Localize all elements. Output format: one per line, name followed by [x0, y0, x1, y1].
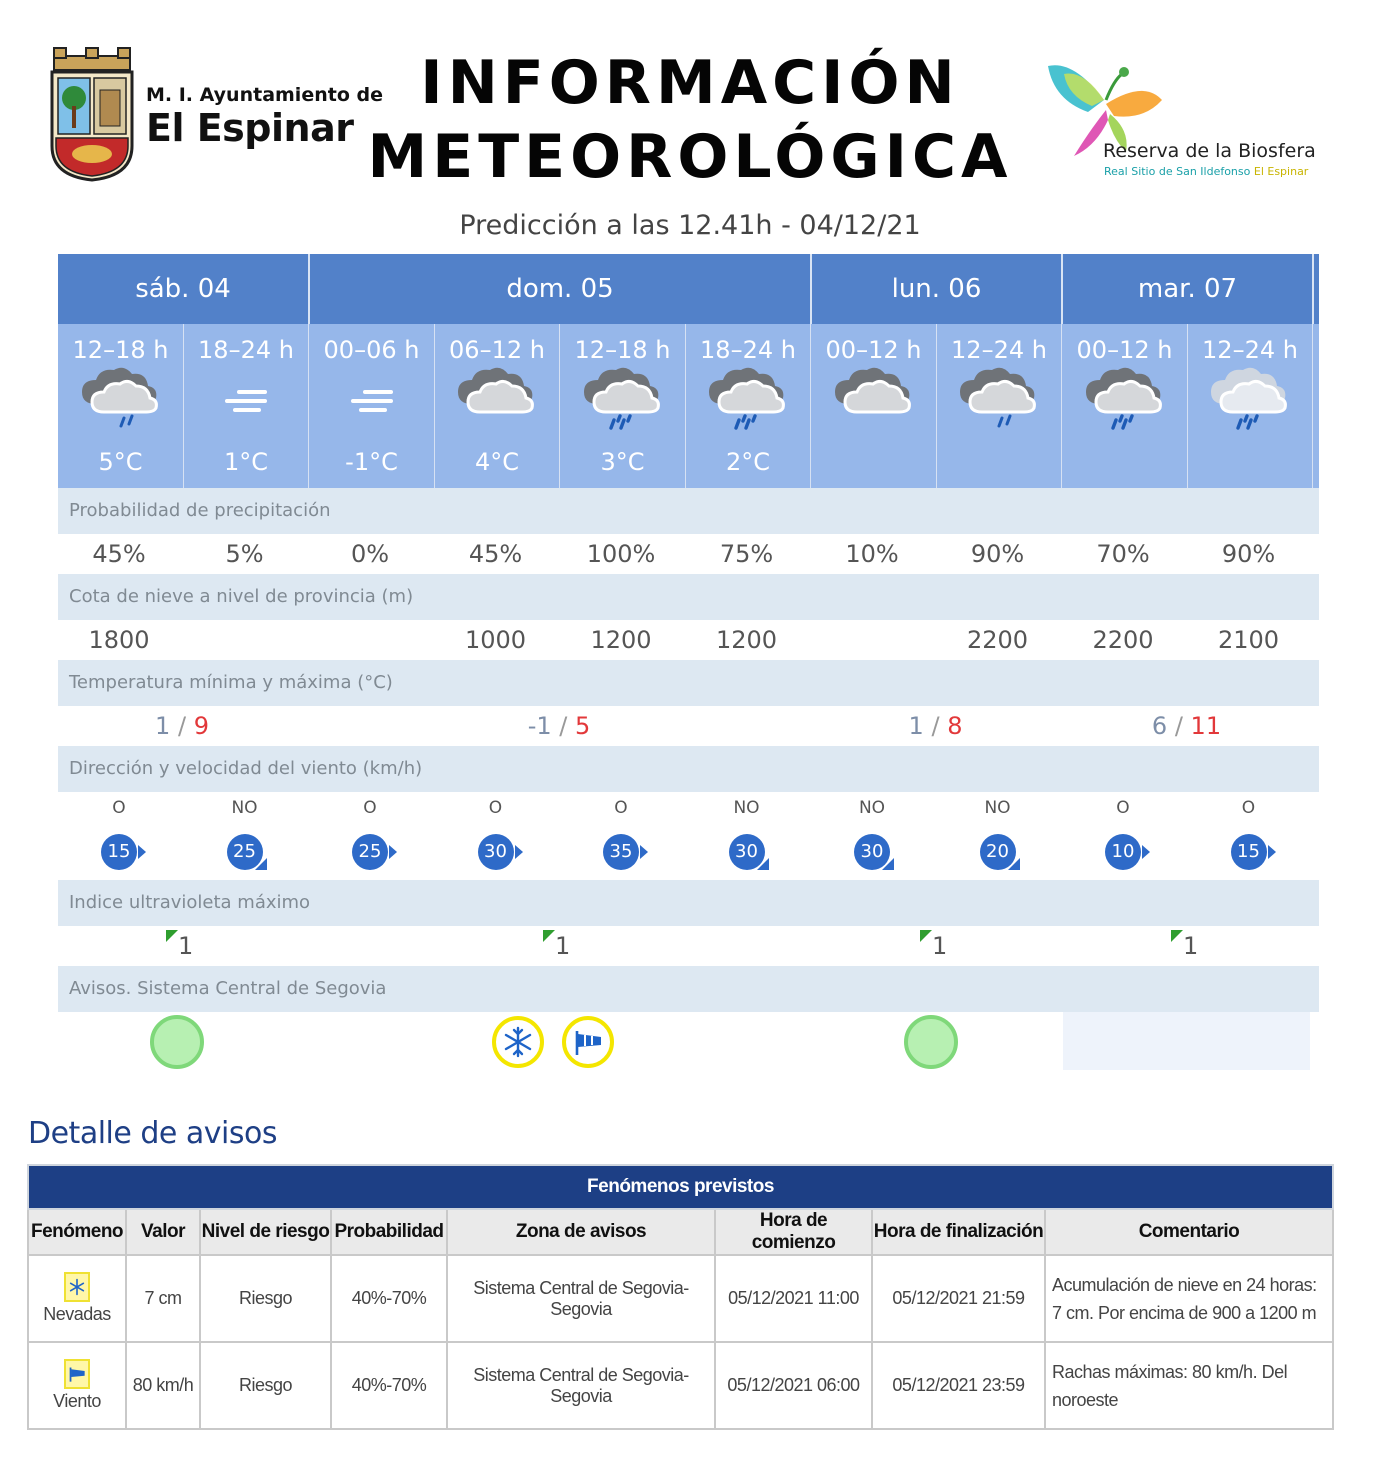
end-cell: 05/12/2021 23:59: [872, 1342, 1045, 1429]
cloud-icon: [829, 366, 919, 436]
col-header-risk: Nivel de riesgo: [200, 1209, 331, 1255]
wind-speed: 30: [854, 834, 890, 870]
biosphere-subtitle-b: El Espinar: [1253, 165, 1309, 178]
period-temperature: 5°C: [98, 448, 143, 476]
wind-arrow-nw-icon: [882, 858, 894, 870]
wind-cell: [309, 792, 431, 878]
period-cell: [937, 324, 1062, 488]
wind-cell: [1062, 792, 1184, 878]
risk-cell: Riesgo: [200, 1342, 331, 1429]
period-temperature: -1°C: [345, 448, 398, 476]
snow-row-header: [58, 574, 1319, 620]
snow-level-cell: 1200: [560, 620, 682, 660]
wind-direction: NO: [984, 798, 1011, 818]
fog-icon: [327, 366, 417, 436]
period-label: 12–24 h: [951, 336, 1047, 364]
biosphere-subtitle-a: Real Sitio de San Ildefonso: [1104, 165, 1251, 178]
zone-cell: Sistema Central de Segovia-Segovia: [447, 1255, 715, 1342]
wind-speed: 25: [352, 834, 388, 870]
uv-level-flag-icon: [1171, 930, 1183, 942]
uv-index-cell: [812, 926, 1059, 966]
wind-speed: 10: [1105, 834, 1141, 870]
phenomenon-cell: [28, 1342, 126, 1429]
col-header-end: Hora de finalización: [872, 1209, 1045, 1255]
wind-speed: 20: [980, 834, 1016, 870]
period-label: 00–06 h: [323, 336, 420, 364]
minmax-temp-cell: [1063, 706, 1310, 746]
wind-cell: [435, 792, 556, 878]
prediction-timestamp: Predicción a las 12.41h - 04/12/21: [459, 210, 921, 241]
wind-direction: O: [1116, 798, 1130, 818]
windsock-icon: [64, 1359, 90, 1389]
wind-cell: [811, 792, 933, 878]
min-temp: -1: [527, 712, 552, 740]
wind-arrow-w-icon: [138, 845, 146, 859]
cloud-icon: [452, 366, 542, 436]
period-temperature: 3°C: [600, 448, 645, 476]
wind-direction: O: [488, 798, 503, 818]
precip-cell: 45%: [58, 534, 180, 574]
uv-index-value: 1: [932, 932, 948, 960]
col-header-phenomenon: Fenómeno: [28, 1209, 126, 1255]
wind-arrow-w-icon: [389, 845, 397, 859]
warnings-detail-table: [27, 1164, 1334, 1430]
minmax-separator: /: [1174, 712, 1183, 740]
cloud-light-rain-icon: [954, 366, 1044, 436]
wind-direction: O: [363, 798, 377, 818]
phenomenon-label: Nevadas: [43, 1304, 111, 1324]
snowflake-icon: [501, 1025, 535, 1059]
day-header: sáb. 04: [58, 254, 310, 324]
cloud-rain-icon: [703, 366, 793, 436]
municipality-name: El Espinar: [146, 106, 354, 150]
comment-cell: Rachas máximas: 80 km/h. Del noroeste: [1045, 1342, 1333, 1429]
snow-level-cell: 2200: [937, 620, 1058, 660]
wind-arrow-nw-icon: [255, 858, 267, 870]
minmax-separator: /: [177, 712, 187, 740]
phenomenon-cell: [28, 1255, 126, 1342]
municipal-crest-logo: [48, 46, 136, 182]
period-label: 00–12 h: [1076, 336, 1173, 364]
wind-direction: NO: [858, 798, 886, 818]
wind-arrow-nw-icon: [1008, 858, 1020, 870]
probability-cell: 40%-70%: [331, 1255, 447, 1342]
uv-level-flag-icon: [166, 930, 178, 942]
page-title-line1: INFORMACIÓN: [420, 48, 960, 118]
wind-speed: 15: [1231, 834, 1267, 870]
snow-warning-icon[interactable]: [492, 1016, 544, 1068]
cloud-rain-icon: [1080, 366, 1170, 436]
period-cell: [309, 324, 435, 488]
wind-row-header: [58, 746, 1319, 792]
wind-direction: O: [614, 798, 628, 818]
period-temperature: 1°C: [223, 448, 269, 476]
table-header-row: [28, 1209, 1333, 1255]
uv-row-label: Indice ultravioleta máximo: [69, 892, 311, 913]
period-row: [58, 324, 1319, 488]
minmax-temp-cell: [310, 706, 808, 746]
wind-direction: O: [112, 798, 126, 818]
period-temperature: 4°C: [474, 448, 520, 476]
table-row: [28, 1342, 1333, 1429]
precip-cell: 10%: [811, 534, 933, 574]
temp-row-label: Temperatura mínima y máxima (°C): [69, 672, 393, 693]
min-temp: 1: [155, 712, 171, 740]
uv-index-value: 1: [1183, 932, 1199, 960]
max-temp: 5: [575, 712, 591, 740]
uv-index-cell: [58, 926, 306, 966]
value-cell: 7 cm: [126, 1255, 200, 1342]
no-warning-green-dot[interactable]: [904, 1015, 958, 1069]
wind-cell: [184, 792, 305, 878]
uv-index-value: 1: [555, 932, 571, 960]
period-cell: [184, 324, 309, 488]
wind-warning-icon[interactable]: [562, 1016, 614, 1068]
uv-row-header: [58, 880, 1319, 926]
start-cell: 05/12/2021 06:00: [715, 1342, 872, 1429]
fog-icon: [201, 366, 291, 436]
windsock-icon: [571, 1025, 605, 1059]
zone-cell: Sistema Central de Segovia-Segovia: [447, 1342, 715, 1429]
snow-level-cell: [811, 620, 933, 660]
period-cell: [686, 324, 811, 488]
max-temp: 8: [947, 712, 963, 740]
period-cell: [1062, 324, 1188, 488]
warning-cell-mon: [812, 1012, 1059, 1070]
wind-arrow-w-icon: [1142, 845, 1150, 859]
wind-speed: 15: [101, 834, 137, 870]
col-header-probability: Probabilidad: [331, 1209, 447, 1255]
wind-cell: [560, 792, 682, 878]
snow-level-cell: 1000: [435, 620, 556, 660]
warning-cell-sat: [58, 1012, 306, 1070]
biosphere-subtitle: [1104, 165, 1308, 178]
start-cell: 05/12/2021 11:00: [715, 1255, 872, 1342]
warning-cell-sun: [310, 1012, 808, 1070]
precip-cell: 5%: [184, 534, 305, 574]
risk-cell: Riesgo: [200, 1255, 331, 1342]
snow-level-cell: 1800: [58, 620, 180, 660]
cloud-rain-icon: [578, 366, 668, 436]
snow-level-cell: 2100: [1188, 620, 1309, 660]
precip-cell: 90%: [1188, 534, 1309, 574]
min-temp: 6: [1151, 712, 1168, 740]
max-temp: 9: [193, 712, 209, 740]
cloud-rain-light-icon: [1205, 366, 1295, 436]
temp-row-header: [58, 660, 1319, 706]
day-header-row: [58, 254, 1319, 324]
page-title-line2: METEOROLÓGICA: [367, 122, 1013, 192]
period-cell: [435, 324, 560, 488]
wind-cell: [58, 792, 180, 878]
precip-cell: 45%: [435, 534, 556, 574]
wind-speed: 25: [227, 834, 263, 870]
period-label: 06–12 h: [449, 336, 545, 364]
period-label: 12–24 h: [1202, 336, 1298, 364]
wind-speed: 35: [603, 834, 639, 870]
minmax-temp-cell: [812, 706, 1059, 746]
warnings-detail-title: Detalle de avisos: [28, 1116, 277, 1151]
uv-index-cell: [310, 926, 808, 966]
period-label: 12–18 h: [574, 336, 671, 364]
col-header-zone: Zona de avisos: [447, 1209, 715, 1255]
period-label: 12–18 h: [72, 336, 169, 364]
precip-cell: 0%: [309, 534, 431, 574]
snow-level-cell: 2200: [1062, 620, 1184, 660]
table-caption: Fenómenos previstos: [28, 1165, 1333, 1209]
snowflake-icon: [64, 1272, 90, 1302]
table-row: [28, 1255, 1333, 1342]
day-header: mar. 07: [1063, 254, 1314, 324]
uv-index-value: 1: [178, 932, 194, 960]
precip-cell: 70%: [1062, 534, 1184, 574]
probability-cell: 40%-70%: [331, 1342, 447, 1429]
wind-arrow-w-icon: [515, 845, 523, 859]
period-cell: [560, 324, 686, 488]
warnings-row-header: [58, 966, 1319, 1012]
forecast-table: [58, 254, 1319, 1070]
phenomenon-label: Viento: [53, 1391, 101, 1411]
period-cell: [811, 324, 937, 488]
wind-arrow-w-icon: [1268, 845, 1276, 859]
precip-cell: 100%: [560, 534, 682, 574]
snow-level-cell: [184, 620, 305, 660]
municipality-line1: M. I. Ayuntamiento de: [146, 84, 383, 106]
wind-cell: [686, 792, 807, 878]
precip-row-label: Probabilidad de precipitación: [69, 500, 331, 521]
period-label: 00–12 h: [825, 336, 922, 364]
wind-direction: NO: [231, 798, 258, 818]
max-temp: 11: [1190, 712, 1222, 740]
period-cell: [58, 324, 184, 488]
minmax-separator: /: [931, 712, 940, 740]
minmax-separator: /: [559, 712, 568, 740]
precip-cell: 75%: [686, 534, 807, 574]
col-header-comment: Comentario: [1045, 1209, 1333, 1255]
snow-level-cell: 1200: [686, 620, 807, 660]
wind-direction: NO: [733, 798, 760, 818]
period-label: 18–24 h: [198, 336, 294, 364]
wind-arrow-nw-icon: [757, 858, 769, 870]
col-header-value: Valor: [126, 1209, 200, 1255]
day-header: dom. 05: [310, 254, 812, 324]
wind-arrow-w-icon: [640, 845, 648, 859]
end-cell: 05/12/2021 21:59: [872, 1255, 1045, 1342]
wind-row-label: Dirección y velocidad del viento (km/h): [69, 758, 423, 779]
no-warning-green-dot[interactable]: [150, 1015, 204, 1069]
period-cell: [1188, 324, 1313, 488]
precip-row-header: [58, 488, 1319, 534]
col-header-start: Hora de comienzo: [715, 1209, 872, 1255]
value-cell: 80 km/h: [126, 1342, 200, 1429]
cloud-light-rain-icon: [76, 366, 166, 436]
uv-level-flag-icon: [543, 930, 555, 942]
wind-cell: [937, 792, 1058, 878]
snow-level-cell: [309, 620, 431, 660]
wind-speed: 30: [478, 834, 514, 870]
period-label: 18–24 h: [700, 336, 796, 364]
wind-speed: 30: [729, 834, 765, 870]
min-temp: 1: [908, 712, 924, 740]
day-header: lun. 06: [812, 254, 1063, 324]
warnings-row-label: Avisos. Sistema Central de Segovia: [69, 978, 387, 999]
snow-row-label: Cota de nieve a nivel de provincia (m): [69, 586, 414, 607]
period-temperature: 2°C: [725, 448, 771, 476]
uv-index-cell: [1063, 926, 1310, 966]
warning-cell-tue: [1063, 1012, 1310, 1070]
uv-level-flag-icon: [920, 930, 932, 942]
wind-direction: O: [1241, 798, 1256, 818]
biosphere-reserve-label: Reserva de la Biosfera: [1103, 140, 1316, 162]
precip-cell: 90%: [937, 534, 1058, 574]
comment-cell: Acumulación de nieve en 24 horas: 7 cm. Por encima de 900 a 1200 m: [1045, 1255, 1333, 1342]
wind-cell: [1188, 792, 1309, 878]
minmax-temp-cell: [58, 706, 306, 746]
